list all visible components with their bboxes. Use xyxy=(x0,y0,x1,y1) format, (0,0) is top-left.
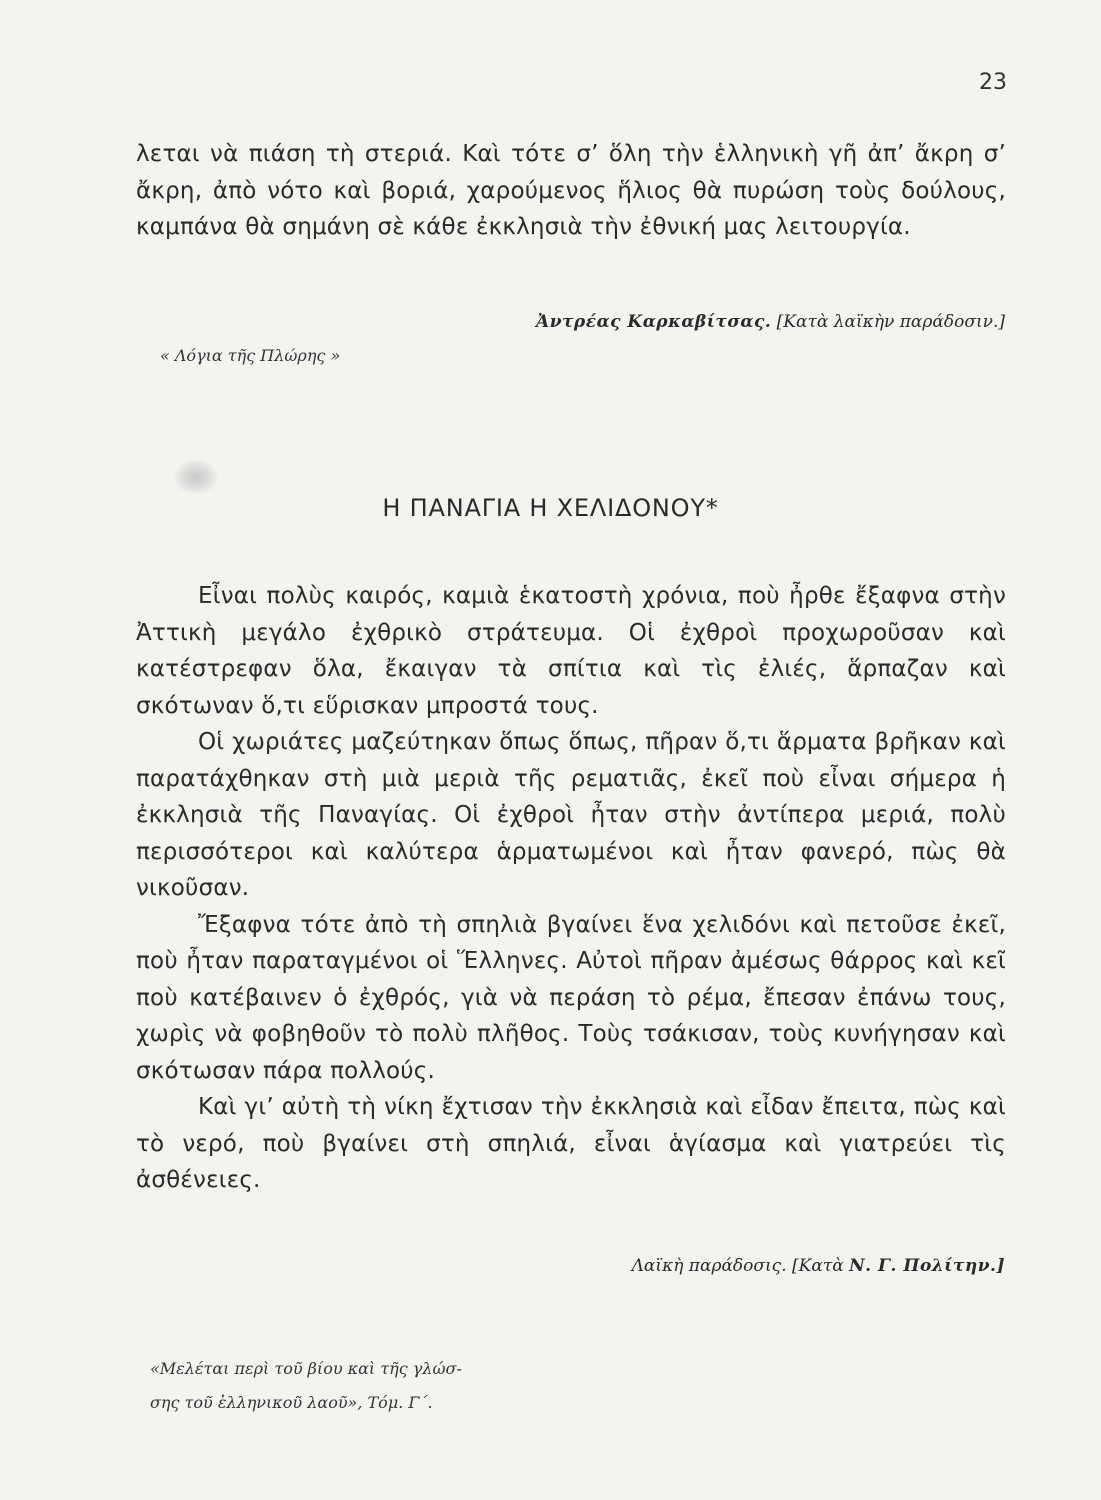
story-paragraph-3: Ἔξαφνα τότε ἀπὸ τὴ σπηλιὰ βγαίνει ἕνα χελιδόνι καὶ πετοῦσε ἐκεῖ, ποὺ ἦταν παραταγμένοι οἱ Ἕλληνες. Αὐτοὶ πῆραν ἀμέσως θάρρος καὶ κεῖ ποὺ κατέβαινεν ὁ ἐχθρός, γιὰ νὰ περάση τὸ ρέμα, ἔπεσαν ἐπάνω τους, χωρὶς νὰ φοβηθοῦν τὸ πολὺ πλῆθος. Τοὺς τσάκισαν, τοὺς κυνήγησαν καὶ σκότωσαν πάρα πολλούς. xyxy=(136,911,1006,1084)
footnote-line-1: «Μελέται περὶ τοῦ βίου καὶ τῆς γλώσ- xyxy=(150,1359,462,1378)
story-attribution-note-open: [Κατὰ xyxy=(792,1256,844,1276)
intro-attribution xyxy=(536,312,1005,332)
story-text-block xyxy=(136,578,1006,1199)
intro-paragraph: λεται νὰ πιάση τὴ στεριά. Καὶ τότε σ’ ὅλη τὴν ἑλληνικὴ γῆ ἀπ’ ἄκρη σ’ ἄκρη, ἀπὸ νότο καὶ βοριά, χαρούμενος ἥλιος θὰ πυρώση τοὺς δούλους, καμπάνα θὰ σημάνη σὲ κάθε ἐκκλησιὰ τὴν ἐθνική μας λειτουργία. xyxy=(136,141,1006,240)
story-attribution xyxy=(632,1256,1005,1276)
story-paragraph-2: Οἱ χωριάτες μαζεύτηκαν ὅπως ὅπως, πῆραν ὅ,τι ἅρματα βρῆκαν καὶ παρατάχθηκαν στὴ μιὰ μεριὰ τῆς ρεματιᾶς, ἐκεῖ ποὺ εἶναι σήμερα ἡ ἐκκλησιὰ τῆς Παναγίας. Οἱ ἐχθροὶ ἦταν στὴν ἀντίπερα μεριά, πολὺ περισσότεροι καὶ καλύτερα ἁρματωμένοι καὶ ἦταν φανερό, πὼς θὰ νικοῦσαν. xyxy=(136,729,1006,901)
story-author-name: Ν. Γ. Πολίτην.] xyxy=(849,1256,1005,1276)
intro-attribution-note: [Κατὰ λαϊκὴν παράδοσιν.] xyxy=(776,312,1005,332)
ink-blot xyxy=(174,460,218,494)
intro-text-block xyxy=(136,136,1006,246)
footnote-line-2: σης τοῦ ἑλληνικοῦ λαοῦ», Τόμ. Γ΄. xyxy=(150,1393,433,1412)
story-title: Η ΠΑΝΑΓΙΑ Η ΧΕΛΙΔΟΝΟΥ* xyxy=(382,494,719,522)
story-paragraph-4: Καὶ γι’ αὐτὴ τὴ νίκη ἔχτισαν τὴν ἐκκλησιὰ καὶ εἶδαν ἔπειτα, πὼς καὶ τὸ νερό, ποὺ βγαίνει στὴ σπηλιά, εἶναι ἁγίασμα καὶ γιατρεύει τὶς ἀσθένειες. xyxy=(136,1094,1006,1193)
intro-source: « Λόγια τῆς Πλώρης » xyxy=(160,346,341,365)
story-paragraph-1: Εἶναι πολὺς καιρός, καμιὰ ἑκατοστὴ χρόνια, ποὺ ἦρθε ἔξαφνα στὴν Ἀττικὴ μεγάλο ἐχθρικὸ στράτευμα. Οἱ ἐχθροὶ προχωροῦσαν καὶ κατέστρεφαν ὅλα, ἔκαιγαν τὰ σπίτια καὶ τὶς ἐλιές, ἅρπαζαν καὶ σκότωναν ὅ,τι εὕρισκαν μπροστά τους. xyxy=(136,583,1006,719)
footnote xyxy=(150,1352,462,1420)
story-attribution-source: Λαϊκὴ παράδοσις. xyxy=(631,1256,787,1276)
page-number: 23 xyxy=(979,70,1007,95)
intro-author-name: Ἀντρέας Καρκαβίτσας. xyxy=(536,312,772,332)
